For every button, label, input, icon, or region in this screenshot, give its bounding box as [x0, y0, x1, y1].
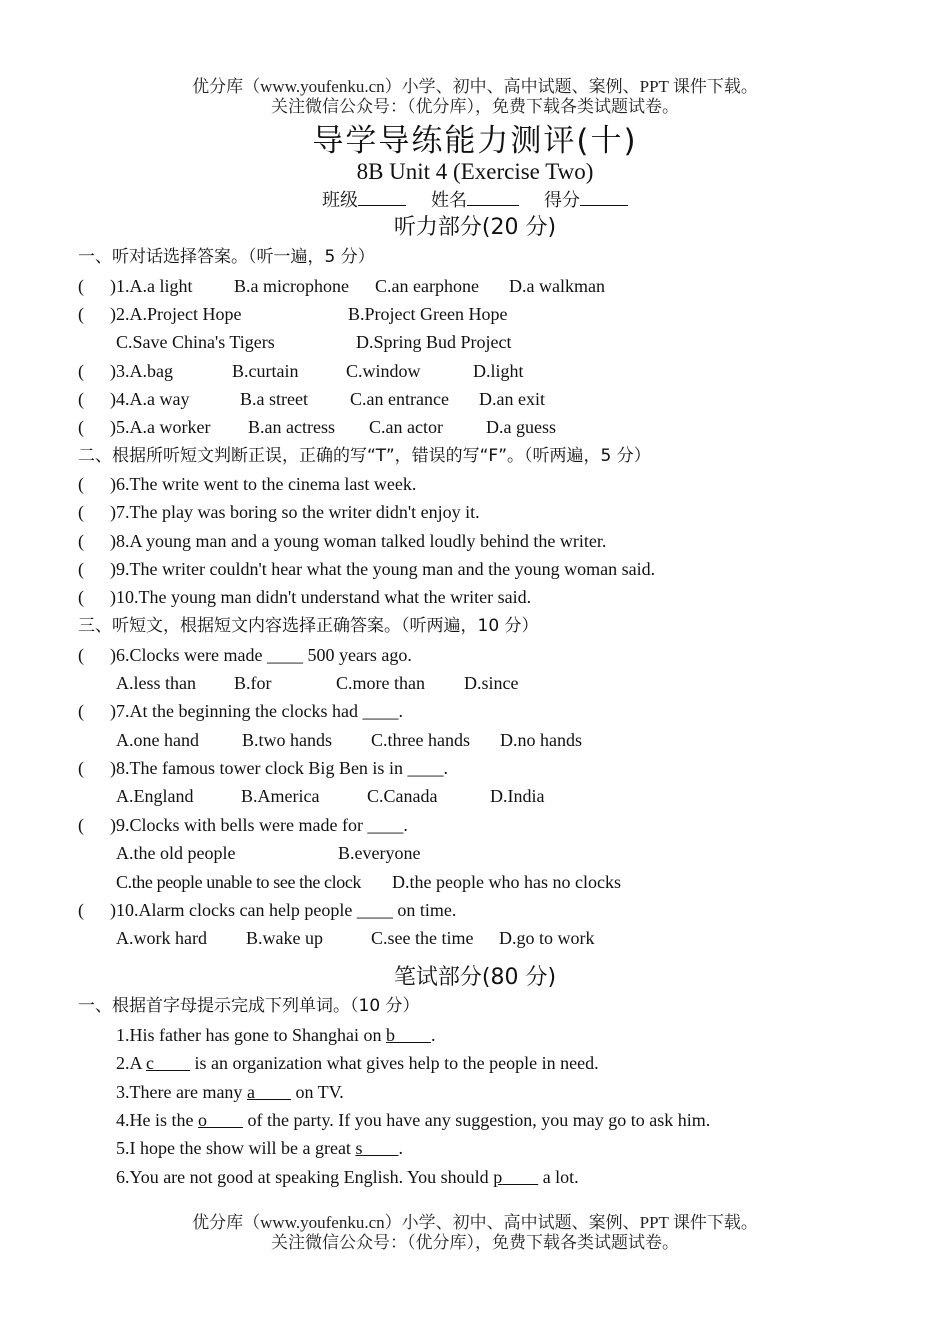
- student-info: [0, 188, 950, 212]
- option: D.India: [490, 786, 545, 806]
- word-blank[interactable]: b: [385, 1025, 395, 1045]
- fill-item-5: 5.I hope the show will be a great s .: [116, 1138, 403, 1158]
- option: A.England: [116, 786, 194, 806]
- section-title: 三、听短文，根据短文内容选择正确答案。（听两遍，10 分）: [78, 616, 539, 636]
- option: A.the old people: [116, 843, 236, 863]
- option: D.Spring Bud Project: [356, 332, 512, 352]
- fill-item-6: 6.You are not good at speaking English. You should p a lot.: [116, 1167, 579, 1187]
- question-10: ( )10.Alarm clocks can help people ____ on time.: [78, 900, 457, 920]
- question-9: ( )9.Clocks with bells were made for ____.: [78, 815, 408, 835]
- class-label: 班级: [322, 190, 358, 210]
- option: C.an actor: [369, 417, 443, 437]
- option: B.for: [234, 673, 272, 693]
- option: D.a guess: [486, 417, 556, 437]
- word-blank[interactable]: a: [246, 1082, 255, 1102]
- word-blank[interactable]: s: [355, 1138, 363, 1158]
- option: B.an actress: [248, 417, 335, 437]
- option: C.more than: [336, 673, 425, 693]
- question-3: ( )3.A.bag: [78, 361, 173, 381]
- option: D.a walkman: [509, 276, 605, 296]
- option: C.window: [346, 361, 421, 381]
- option: C.see the time: [371, 928, 474, 948]
- footer-line-1: 优分库（www.youfenku.cn）小学、初中、高中试题、案例、PPT 课件下载。: [192, 1213, 758, 1232]
- header-line-1: 优分库（www.youfenku.cn）小学、初中、高中试题、案例、PPT 课件下载。: [192, 77, 758, 96]
- fill-item-2: 2.A c is an organization what gives help to the people in need.: [116, 1053, 599, 1073]
- word-blank[interactable]: o: [197, 1110, 207, 1130]
- option: D.go to work: [499, 928, 595, 948]
- fill-item-1: 1.His father has gone to Shanghai on b .: [116, 1025, 436, 1045]
- word-blank[interactable]: c: [146, 1053, 155, 1073]
- option: B.everyone: [338, 843, 421, 863]
- option: C.an entrance: [350, 389, 449, 409]
- tf-item-10: ( )10.The young man didn't understand what the writer said.: [78, 587, 532, 607]
- option: C.Canada: [367, 786, 438, 806]
- question-1: ( )1.A.a light: [78, 276, 193, 296]
- section-title: 一、根据首字母提示完成下列单词。（10 分）: [78, 996, 420, 1016]
- option: C.three hands: [371, 730, 470, 750]
- fill-item-3: 3.There are many a on TV.: [116, 1082, 344, 1102]
- page-title: 导学导练能力测评(十): [312, 123, 638, 159]
- option: B.Project Green Hope: [348, 304, 508, 324]
- header-line-2: 关注微信公众号：（优分库），免费下载各类试题试卷。: [271, 97, 679, 116]
- option: A.work hard: [116, 928, 207, 948]
- tf-item-7: ( )7.The play was boring so the writer didn't enjoy it.: [78, 502, 480, 522]
- question-4: ( )4.A.a way: [78, 389, 190, 409]
- question-5: ( )5.A.a worker: [78, 417, 211, 437]
- option: B.America: [241, 786, 320, 806]
- score-label: 得分: [544, 190, 580, 210]
- word-blank[interactable]: p: [493, 1167, 503, 1187]
- option: C.Save China's Tigers: [116, 332, 275, 352]
- tf-item-6: ( )6.The write went to the cinema last week.: [78, 474, 417, 494]
- question-6: ( )6.Clocks were made ____ 500 years ago.: [78, 645, 412, 665]
- fill-item-4: 4.He is the o of the party. If you have any suggestion, you may go to ask him.: [116, 1110, 711, 1130]
- option: D.the people who has no clocks: [392, 872, 621, 892]
- listening-part-title: 听力部分(20 分): [393, 215, 557, 240]
- tf-item-9: ( )9.The writer couldn't hear what the young man and the young woman said.: [78, 559, 656, 579]
- question-2: ( )2.A.Project Hope: [78, 304, 242, 324]
- option: C.an earphone: [375, 276, 479, 296]
- section-title: 一、听对话选择答案。（听一遍，5 分）: [78, 247, 375, 267]
- section-title: 二、根据所听短文判断正误，正确的写“T”，错误的写“F”。（听两遍，5 分）: [78, 446, 651, 466]
- option: B.curtain: [232, 361, 299, 381]
- class-blank[interactable]: [358, 189, 406, 206]
- option: D.since: [464, 673, 519, 693]
- score-blank[interactable]: [580, 189, 628, 206]
- option: D.no hands: [500, 730, 582, 750]
- question-8: ( )8.The famous tower clock Big Ben is in ____.: [78, 758, 448, 778]
- name-label: 姓名: [431, 190, 467, 210]
- tf-item-8: ( )8.A young man and a young woman talked loudly behind the writer.: [78, 531, 607, 551]
- name-blank[interactable]: [467, 189, 519, 206]
- option: D.light: [473, 361, 524, 381]
- option: D.an exit: [479, 389, 545, 409]
- option: C.the people unable to see the clock: [116, 872, 362, 892]
- page-subtitle: 8B Unit 4 (Exercise Two): [356, 159, 594, 184]
- written-part-title: 笔试部分(80 分): [393, 965, 557, 990]
- option: A.less than: [116, 673, 196, 693]
- option: B.a street: [240, 389, 308, 409]
- question-7: ( )7.At the beginning the clocks had ____.: [78, 701, 403, 721]
- option: B.two hands: [242, 730, 332, 750]
- option: A.one hand: [116, 730, 199, 750]
- option: B.a microphone: [234, 276, 349, 296]
- option: B.wake up: [246, 928, 323, 948]
- footer-line-2: 关注微信公众号：（优分库），免费下载各类试题试卷。: [271, 1233, 679, 1252]
